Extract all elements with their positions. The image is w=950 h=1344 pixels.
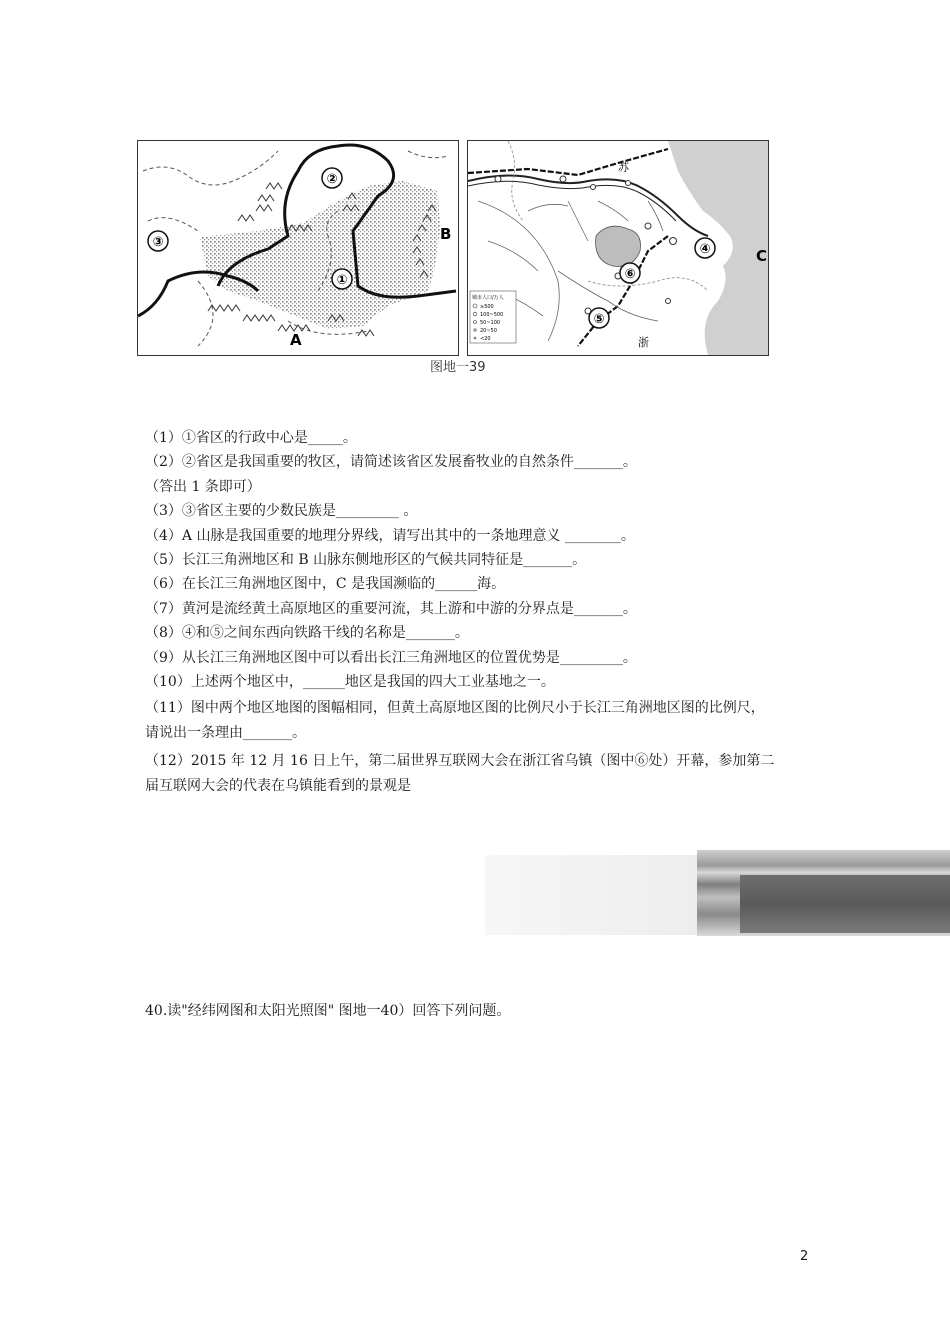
label-1: ① <box>336 273 348 288</box>
label-4: ④ <box>699 242 711 257</box>
question-2: （2）②省区是我国重要的牧区，请简述该省区发展畜牧业的自然条件_______。 <box>145 454 637 471</box>
question-6: （6）在长江三角洲地区图中，C 是我国濒临的______海。 <box>145 576 506 593</box>
label-sea-c: C <box>756 247 768 265</box>
blur-light <box>485 855 697 935</box>
yangtze-delta-map <box>467 140 769 356</box>
label-6: ⑥ <box>624 267 636 282</box>
question-5: （5）长江三角洲地区和 B 山脉东侧地形区的气候共同特征是_______。 <box>145 552 587 569</box>
question-8: （8）④和⑤之间东西向铁路干线的名称是_______。 <box>145 625 469 642</box>
loess-plateau-map-graphic <box>138 141 458 355</box>
label-2: ② <box>326 172 338 187</box>
yangtze-delta-map-graphic <box>468 141 768 355</box>
question-3: （3）③省区主要的少数民族是_________ 。 <box>145 503 418 520</box>
question-11: （11）图中两个地区地图的图幅相同，但黄土高原地区图的比例尺小于长江三角洲地区图的比例尺，请说出一条理由_______。 <box>145 700 765 741</box>
question-4: （4）A 山脉是我国重要的地理分界线，请写出其中的一条地理意义 ________。 <box>145 527 635 544</box>
province-zhe: 浙 <box>638 336 649 349</box>
page-number: 2 <box>800 1249 809 1264</box>
question-12: （12）2015 年 12 月 16 日上午，第二届世界互联网大会在浙江省乌镇（图中⑥处）开幕，参加第二届互联网大会的代表在乌镇能看到的景观是 <box>145 753 775 794</box>
label-mountain-b: B <box>440 225 452 243</box>
legend-item-0: ≥500 <box>480 304 494 310</box>
question-40: 40.读"经纬网图和太阳光照图" 图地一40）回答下列问题。 <box>145 1003 511 1019</box>
blur-darker <box>740 875 950 933</box>
province-su: 苏 <box>618 161 629 174</box>
label-mountain-a: A <box>290 331 302 349</box>
legend-item-2: 50~100 <box>480 320 501 326</box>
legend-item-4: <20 <box>480 336 491 342</box>
question-10: （10）上述两个地区中，______地区是我国的四大工业基地之一。 <box>145 674 555 691</box>
question-7: （7）黄河是流经黄土高原地区的重要河流，其上游和中游的分界点是_______。 <box>145 600 637 617</box>
question-9: （9）从长江三角洲地区图中可以看出长江三角洲地区的位置优势是_________。 <box>145 649 637 666</box>
loess-plateau-map <box>137 140 459 356</box>
question-1: （1）①省区的行政中心是_____。 <box>145 430 357 446</box>
legend-item-1: 100~500 <box>480 312 504 318</box>
figure-39 <box>137 140 769 356</box>
question-list <box>145 426 785 798</box>
legend-title: 城市人口/万人 <box>472 295 504 301</box>
label-3: ③ <box>152 235 164 250</box>
legend-item-3: 20~50 <box>480 328 497 334</box>
figure-caption: 图地一39 <box>430 360 486 375</box>
label-5: ⑤ <box>593 312 605 327</box>
question-2-note: （答出 1 条即可） <box>145 478 261 495</box>
